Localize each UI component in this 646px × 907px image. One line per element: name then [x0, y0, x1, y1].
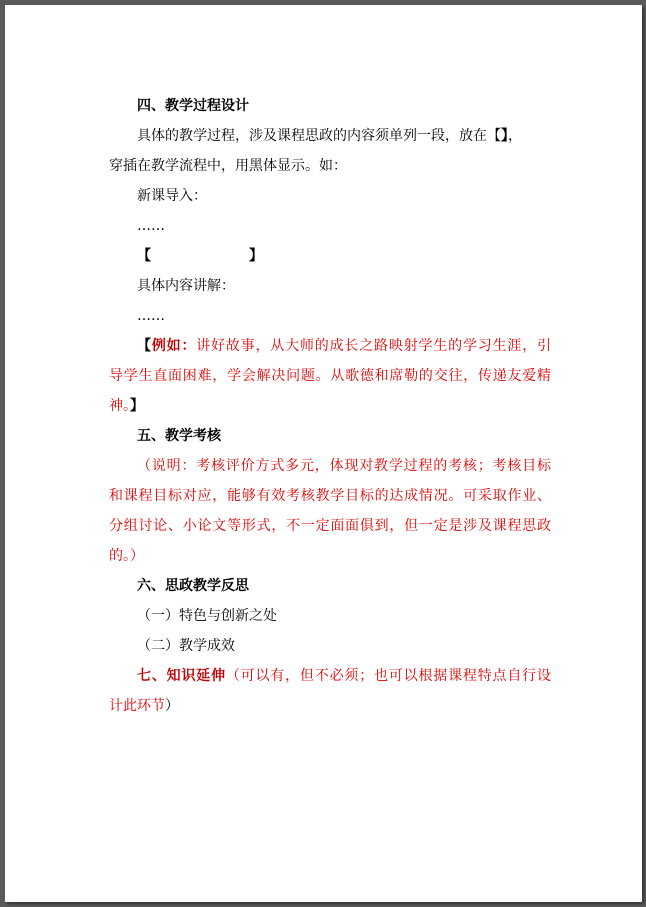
section6-item1: （一）特色与创新之处	[137, 608, 277, 624]
example-line-3	[109, 391, 551, 421]
document-page	[5, 5, 642, 902]
section6-heading: 六、思政教学反思	[137, 578, 249, 594]
section5-heading: 五、教学考核	[137, 428, 221, 444]
section7-note-close: ）	[165, 698, 179, 714]
detail-explanation: 具体内容讲解：	[137, 278, 235, 294]
example-bracket-close: 】	[130, 398, 144, 414]
section4-para-line1	[109, 121, 551, 151]
section5-note-line1: （说明：考核评价方式多元，体现对教学过程的考核；考核目标	[137, 458, 551, 474]
ellipsis-1: ……	[137, 218, 165, 234]
section6-item2: （二）教学成效	[137, 638, 235, 654]
section4-para-bracket: 】	[501, 128, 508, 144]
example-line-2: 导学生直面困难，学会解决问题。从歌德和席勒的交往，传递友爱精	[109, 368, 551, 384]
section4-para-comma: ，	[508, 128, 522, 144]
section4-para-line2: 穿插在教学流程中，用黑体显示。如：	[109, 158, 347, 174]
section4-heading: 四、教学过程设计	[137, 98, 249, 114]
example-line-1	[109, 331, 551, 361]
section7-line2	[109, 691, 551, 721]
section5-note-line3: 分组讨论、小论文等形式，不一定面面俱到，但一定是涉及课程思政	[109, 518, 551, 534]
ellipsis-2: ……	[137, 308, 165, 324]
example-label: 例如：	[151, 338, 197, 354]
section7-heading: 七、知识延伸	[137, 668, 226, 684]
section4-para-text: 具体的教学过程，涉及课程思政的内容须单列一段，放在【	[137, 128, 501, 144]
section5-note-line4: 的。）	[109, 548, 144, 564]
bracket-open: 【	[137, 248, 151, 264]
placeholder-bracket	[109, 241, 551, 271]
new-lesson-intro: 新课导入：	[137, 188, 207, 204]
example-bracket-open: 【	[137, 338, 152, 354]
document-body	[109, 91, 551, 721]
section5-note-line2: 和课程目标对应，能够有效考核教学目标的达成情况。可采取作业、	[109, 488, 551, 504]
example-text-1: 讲好故事，从大师的成长之路映射学生的学习生涯，引	[196, 338, 552, 354]
section7-line1	[109, 661, 551, 691]
section7-note-2: 计此环节	[109, 698, 165, 714]
example-text-3: 神。	[109, 398, 130, 414]
bracket-close: 】	[249, 248, 263, 264]
section7-note-1: （可以有，但不必须；也可以根据课程特点自行设	[225, 668, 552, 684]
